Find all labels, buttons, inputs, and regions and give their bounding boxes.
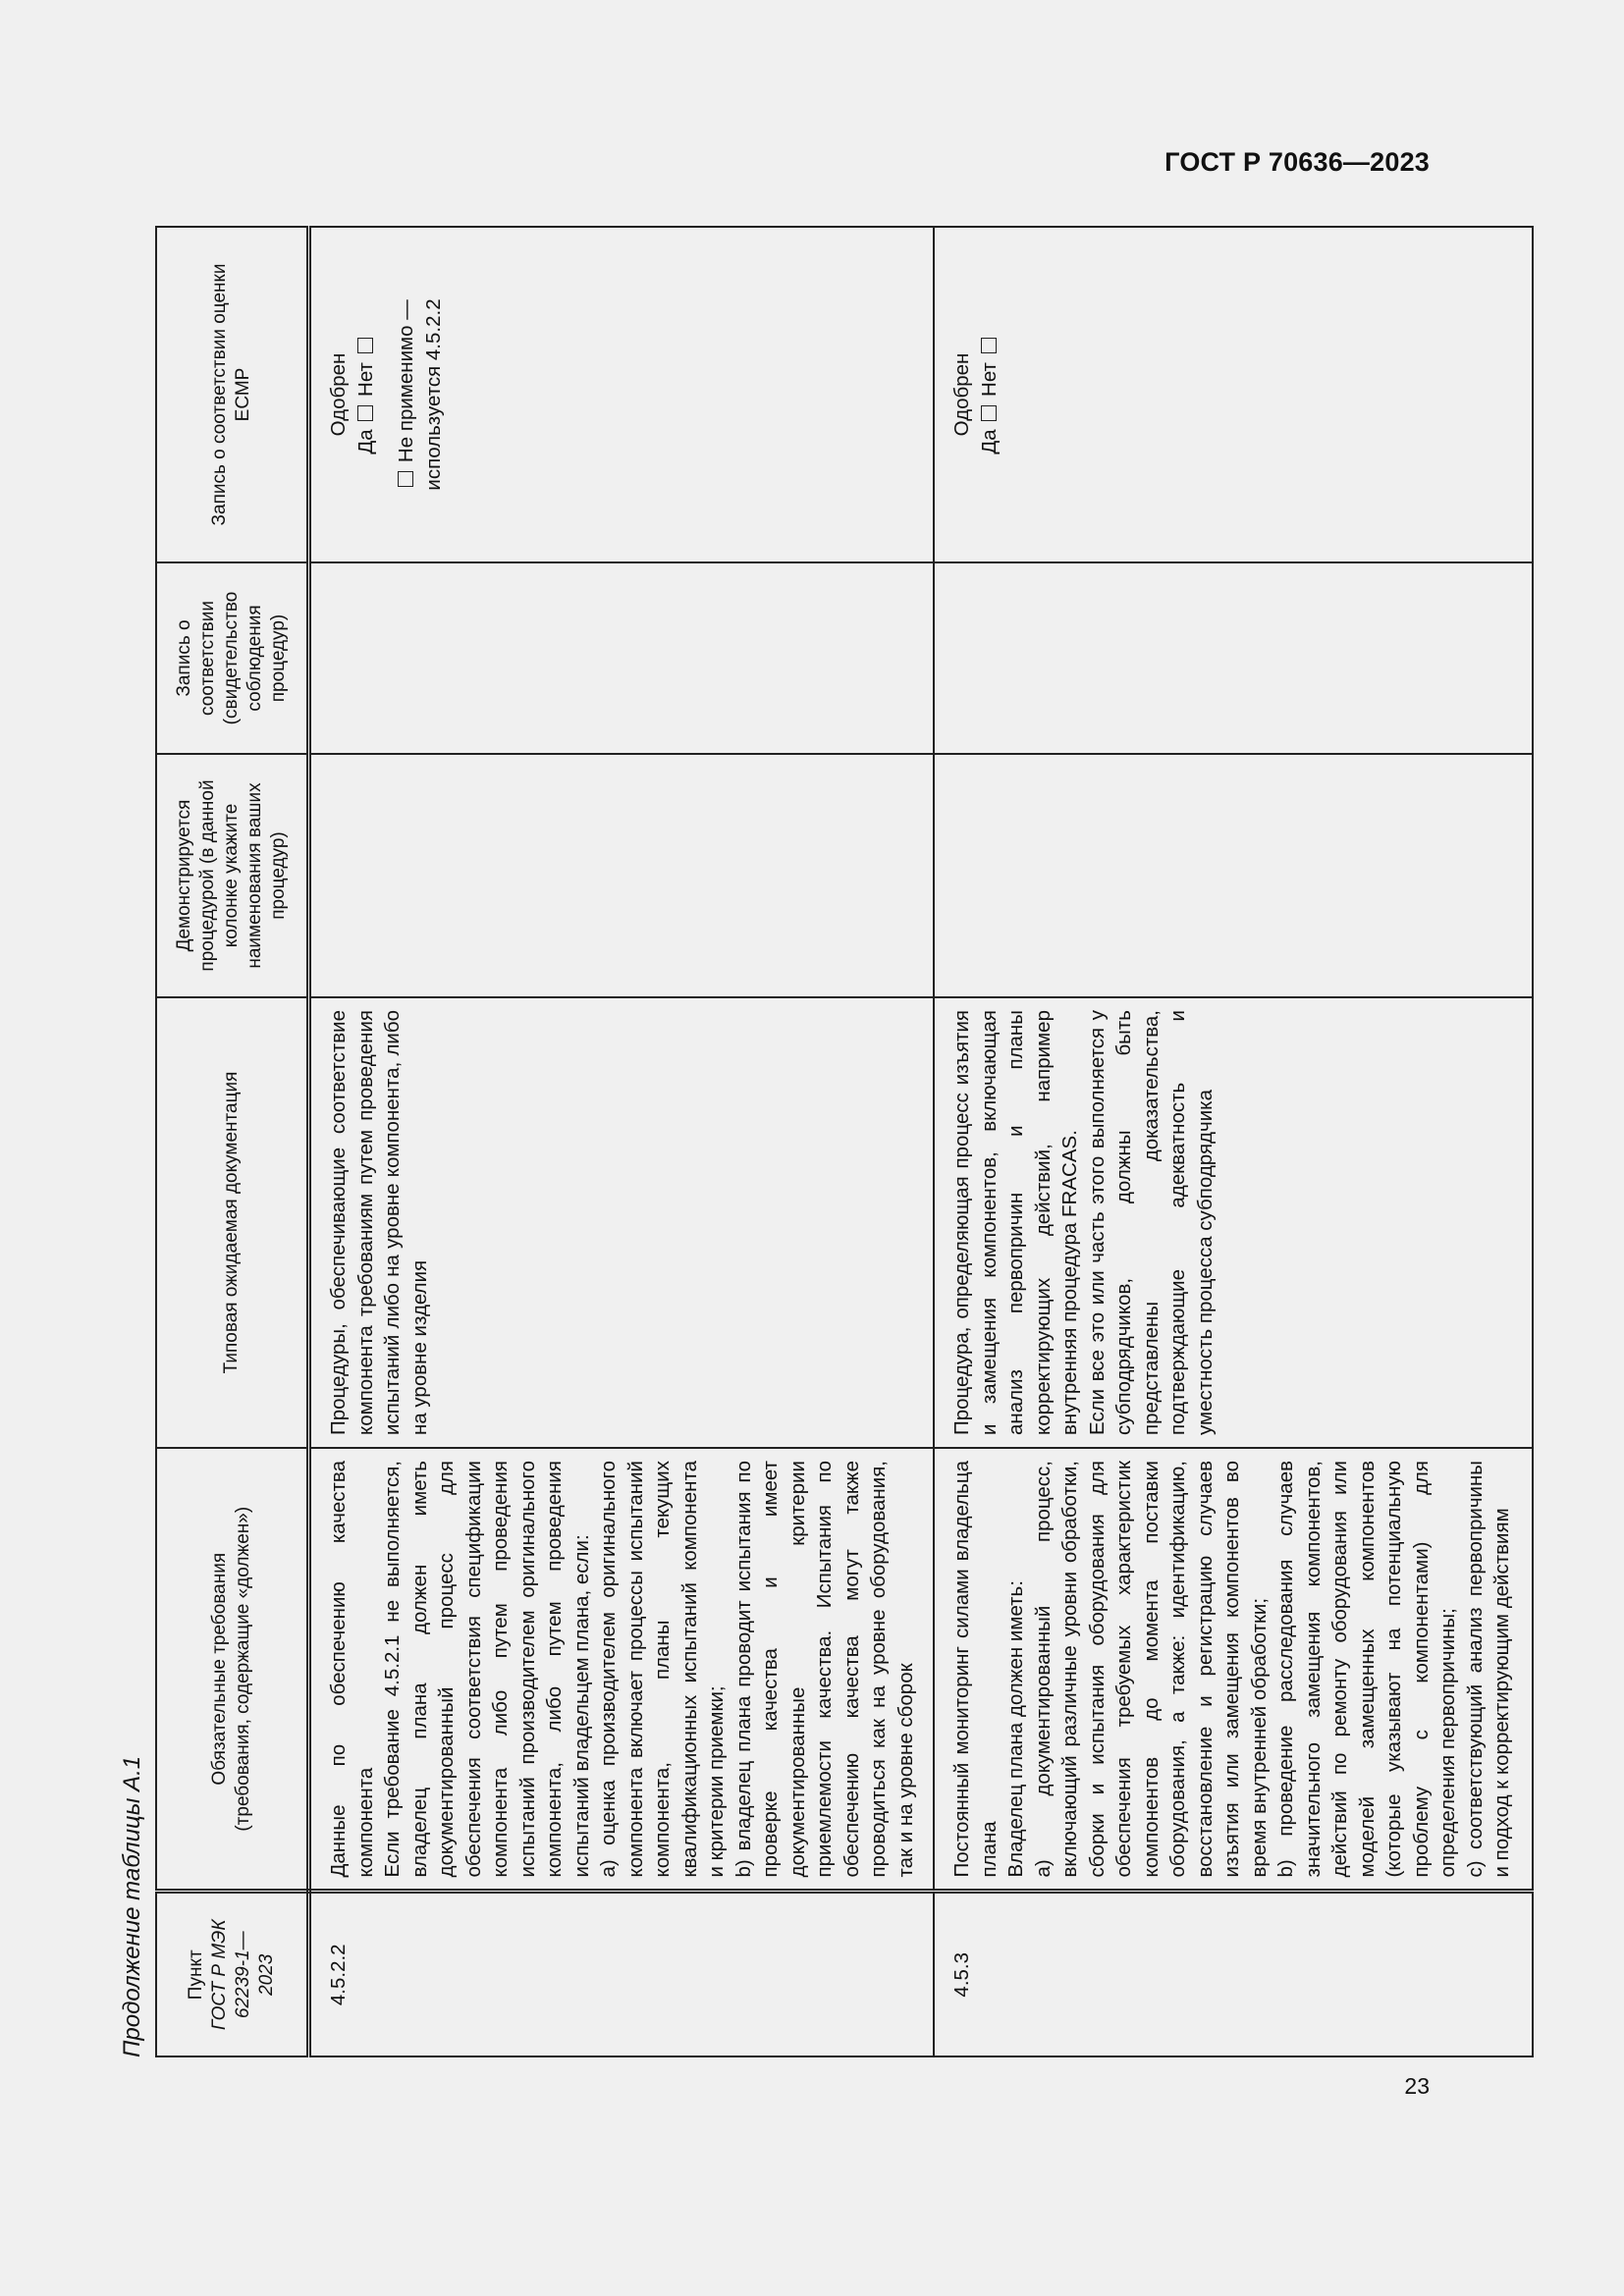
no-checkbox[interactable] [357, 338, 373, 353]
ecmp-cell [934, 227, 1533, 562]
header-documentation: Типовая ожидаемая документация [156, 997, 309, 1448]
compliance-record-cell[interactable] [309, 562, 935, 754]
compliance-record-cell[interactable] [934, 562, 1533, 754]
standard-designation: ГОСТ Р 70636—2023 [1164, 147, 1430, 177]
no-label: Нет [353, 362, 377, 397]
clause-cell: 4.5.2.2 [309, 1892, 935, 2056]
approved-label: Одобрен [950, 352, 973, 437]
documentation-cell [934, 997, 1533, 1448]
documentation-cell [309, 997, 935, 1448]
yes-label: Да [977, 429, 1001, 454]
ecmp-cell [309, 227, 935, 562]
requirement-paragraph: Постоянный мониторинг силами владельца плана [950, 1461, 1001, 1878]
requirements-cell [309, 1448, 935, 1892]
requirements-table [155, 226, 1534, 2057]
clause-cell: 4.5.3 [934, 1892, 1533, 2056]
requirement-paragraph: Если требование 4.5.2.1 не выполняется, владелец плана должен иметь документированный процесс для обеспечения соответствия спецификации компонента либо путем проведения испытаний производителем оригинального компонента, либо путем проведения испытаний владельцем плана, если: [381, 1461, 593, 1878]
header-compliance-record: Запись о соответствии (свидетельство соблюдения процедур) [156, 562, 309, 754]
rotated-table-sheet [113, 228, 1513, 2057]
documentation-paragraph: Если все это или часть этого выполняется у субподрядчиков, должны быть представлены доказательства, подтверждающие адекватность и уместность процесса субподрядчика [1085, 1010, 1217, 1435]
demonstrated-cell[interactable] [934, 754, 1533, 997]
header-demonstrated: Демонстрируется процедурой (в данной колонке укажите наименования ваших процедур) [156, 754, 309, 997]
not-applicable-checkbox[interactable] [398, 471, 413, 487]
table-header-row [156, 227, 309, 2056]
page-number: 23 [1404, 2073, 1430, 2099]
yes-label: Да [353, 429, 377, 454]
table-row [309, 227, 935, 2056]
documentation-paragraph: Процедуры, обеспечивающие соответствие компонента требованиям путем проведения испытаний либо на уровне компонента, либо на уровне изделия [327, 1010, 431, 1435]
requirement-paragraph: b) владелец плана проводит испытания по проверке качества и имеет документированные критерии приемлемости качества. Испытания по обеспечению качества могут также проводиться как на уровне оборудования, так и на уровне сборок [731, 1461, 917, 1878]
requirement-paragraph: Данные по обеспечению качества компонента [327, 1461, 377, 1878]
documentation-paragraph: Процедура, определяющая процесс изъятия и замещения компонентов, включающая анализ первопричин и планы корректирующих действий, например внутренняя процедура FRACAS. [950, 1010, 1081, 1435]
header-requirements: Обязательные требования (требования, содержащие «должен») [156, 1448, 309, 1892]
table-row [934, 227, 1533, 2056]
no-checkbox[interactable] [981, 338, 997, 353]
no-label: Нет [977, 362, 1001, 397]
table-continuation-label: Продолжение таблицы А.1 [119, 1755, 145, 2057]
requirement-paragraph: b) проведение расследования случаев значительного замещения компонентов, действий по ремонту оборудования или моделей замещенных компонентов (которые указывают на потенциальную проблему с компонентами) для определения первопричины; [1274, 1461, 1459, 1878]
yes-checkbox[interactable] [981, 405, 997, 421]
approved-label: Одобрен [327, 352, 350, 437]
demonstrated-cell[interactable] [309, 754, 935, 997]
requirement-paragraph: a) оценка производителем оригинального компонента включает процессы испытаний компонента, планы текущих квалификационных испытаний компонента и критерии приемки; [597, 1461, 728, 1878]
not-applicable-label: Не применимо — используется 4.5.2.2 [395, 298, 445, 491]
yes-checkbox[interactable] [357, 405, 373, 421]
requirement-paragraph: Владелец плана должен иметь: [1004, 1580, 1027, 1878]
header-clause: Пункт ГОСТ Р МЭК 62239-1— 2023 [156, 1892, 309, 2056]
header-ecmp-record: Запись о соответствии оценки ЕСМР [156, 227, 309, 562]
requirement-paragraph: a) документированный процесс, включающий различные уровни обработки, сборки и испытания оборудования для обеспечения требуемых характеристик компонентов до момента поставки оборудования, а также: идентификацию, восстановление и регистрацию случаев изъятия или замещения компонентов во время внутренней обработки; [1031, 1461, 1271, 1878]
requirements-cell [934, 1448, 1533, 1892]
requirement-paragraph: c) соответствующий анализ первопричины и подход к корректирующим действиям [1463, 1461, 1513, 1878]
